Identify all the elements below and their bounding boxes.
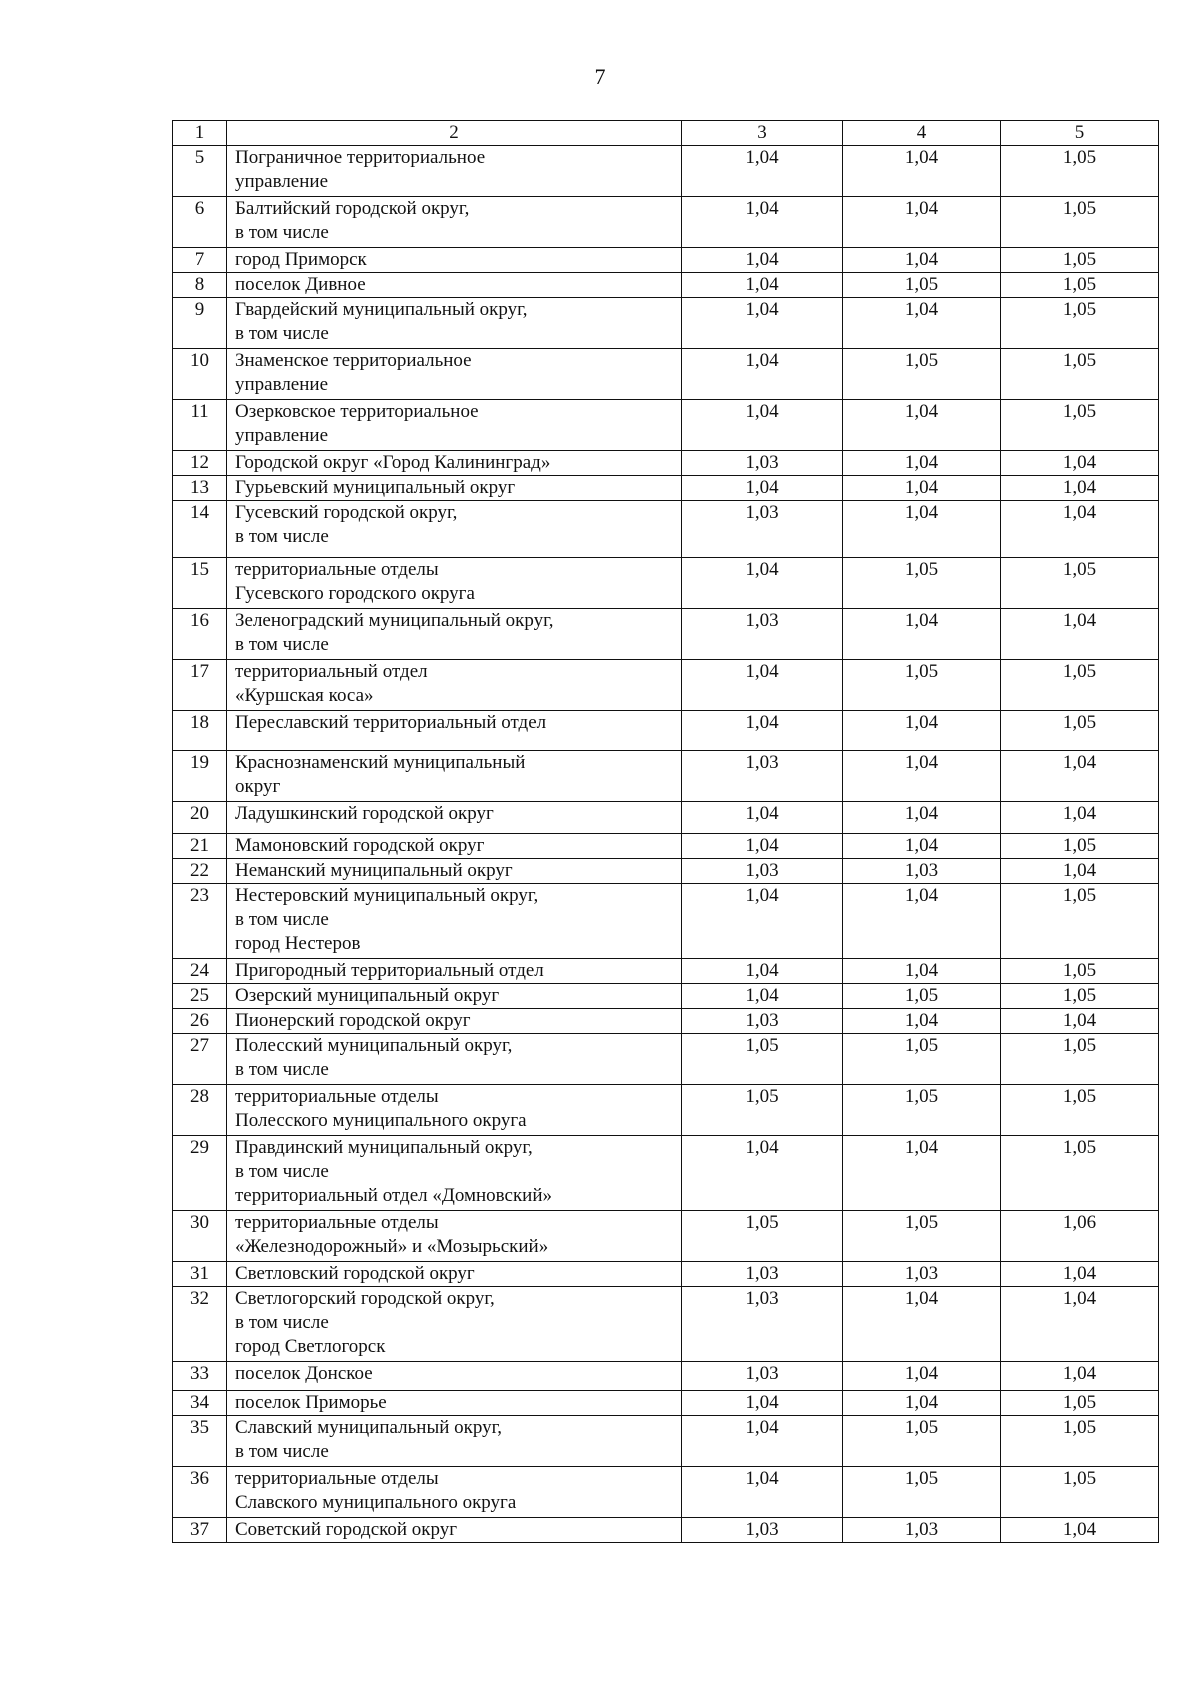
- coefficient-cell: 1,04: [843, 400, 1001, 451]
- table-row: [173, 1085, 1159, 1136]
- coefficient-cell: 1,05: [682, 1085, 843, 1136]
- coefficient-cell: 1,05: [1001, 834, 1159, 859]
- coefficient-cell: 1,04: [843, 248, 1001, 273]
- territory-name-cell: город Приморск: [227, 248, 682, 273]
- row-number-cell: 20: [173, 802, 227, 834]
- territory-name-cell: территориальный отдел «Куршская коса»: [227, 660, 682, 711]
- coefficient-cell: 1,05: [843, 1085, 1001, 1136]
- coefficient-cell: 1,05: [1001, 660, 1159, 711]
- coefficient-cell: 1,05: [843, 1034, 1001, 1085]
- coefficient-cell: 1,05: [1001, 400, 1159, 451]
- coefficient-cell: 1,04: [682, 558, 843, 609]
- territory-name-cell: Светловский городской округ: [227, 1262, 682, 1287]
- header-cell: 1: [173, 121, 227, 146]
- coefficient-cell: 1,05: [1001, 146, 1159, 197]
- row-number-cell: 37: [173, 1518, 227, 1543]
- territory-name-cell: Советский городской округ: [227, 1518, 682, 1543]
- row-number-cell: 15: [173, 558, 227, 609]
- territory-name-cell: поселок Приморье: [227, 1391, 682, 1416]
- coefficient-cell: 1,04: [1001, 802, 1159, 834]
- row-number-cell: 6: [173, 197, 227, 248]
- table-header-row: [173, 121, 1159, 146]
- table-row: [173, 298, 1159, 349]
- coefficient-cell: 1,04: [843, 501, 1001, 558]
- row-number-cell: 11: [173, 400, 227, 451]
- coefficient-cell: 1,04: [1001, 501, 1159, 558]
- row-number-cell: 36: [173, 1467, 227, 1518]
- coefficient-cell: 1,04: [682, 476, 843, 501]
- coefficient-cell: 1,04: [843, 476, 1001, 501]
- table-row: [173, 834, 1159, 859]
- row-number-cell: 22: [173, 859, 227, 884]
- table-row: [173, 1287, 1159, 1362]
- row-number-cell: 19: [173, 751, 227, 802]
- table-row: [173, 802, 1159, 834]
- coefficient-cell: 1,04: [682, 711, 843, 751]
- coefficient-cell: 1,05: [1001, 558, 1159, 609]
- coefficient-cell: 1,04: [682, 1391, 843, 1416]
- territory-name-cell: Ладушкинский городской округ: [227, 802, 682, 834]
- coefficient-cell: 1,04: [843, 884, 1001, 959]
- table-row: [173, 751, 1159, 802]
- coefficient-cell: 1,04: [843, 751, 1001, 802]
- table-row: [173, 400, 1159, 451]
- coefficient-cell: 1,04: [682, 349, 843, 400]
- table-row: [173, 660, 1159, 711]
- row-number-cell: 28: [173, 1085, 227, 1136]
- coefficient-cell: 1,04: [843, 834, 1001, 859]
- coefficient-cell: 1,05: [843, 1416, 1001, 1467]
- territory-name-cell: поселок Донское: [227, 1362, 682, 1391]
- coefficient-cell: 1,04: [843, 1136, 1001, 1211]
- coefficient-cell: 1,05: [682, 1034, 843, 1085]
- coefficients-table: [172, 120, 1159, 1543]
- row-number-cell: 16: [173, 609, 227, 660]
- coefficient-cell: 1,05: [1001, 273, 1159, 298]
- coefficient-cell: 1,03: [682, 609, 843, 660]
- coefficient-cell: 1,04: [682, 660, 843, 711]
- row-number-cell: 12: [173, 451, 227, 476]
- coefficient-cell: 1,04: [1001, 451, 1159, 476]
- coefficient-cell: 1,04: [682, 146, 843, 197]
- coefficient-cell: 1,04: [682, 248, 843, 273]
- table-row: [173, 273, 1159, 298]
- coefficient-cell: 1,04: [843, 197, 1001, 248]
- coefficient-cell: 1,04: [682, 1467, 843, 1518]
- coefficient-cell: 1,04: [682, 273, 843, 298]
- coefficient-cell: 1,06: [1001, 1211, 1159, 1262]
- territory-name-cell: Правдинский муниципальный округ, в том числе территориальный отдел «Домновский»: [227, 1136, 682, 1211]
- coefficient-cell: 1,04: [843, 1391, 1001, 1416]
- coefficient-cell: 1,03: [843, 1518, 1001, 1543]
- table-row: [173, 1211, 1159, 1262]
- territory-name-cell: Пионерский городской округ: [227, 1009, 682, 1034]
- table-row: [173, 1362, 1159, 1391]
- territory-name-cell: Мамоновский городской округ: [227, 834, 682, 859]
- territory-name-cell: Нестеровский муниципальный округ, в том числе город Нестеров: [227, 884, 682, 959]
- coefficient-cell: 1,05: [1001, 1416, 1159, 1467]
- coefficient-cell: 1,04: [682, 298, 843, 349]
- territory-name-cell: Неманский муниципальный округ: [227, 859, 682, 884]
- territory-name-cell: поселок Дивное: [227, 273, 682, 298]
- table-row: [173, 1009, 1159, 1034]
- table-row: [173, 609, 1159, 660]
- territory-name-cell: Пограничное территориальное управление: [227, 146, 682, 197]
- coefficient-cell: 1,04: [843, 609, 1001, 660]
- coefficient-cell: 1,04: [682, 884, 843, 959]
- row-number-cell: 7: [173, 248, 227, 273]
- header-cell: 2: [227, 121, 682, 146]
- territory-name-cell: Краснознаменский муниципальный округ: [227, 751, 682, 802]
- header-cell: 4: [843, 121, 1001, 146]
- table-row: [173, 451, 1159, 476]
- coefficient-cell: 1,03: [682, 859, 843, 884]
- coefficient-cell: 1,04: [843, 146, 1001, 197]
- table-row: [173, 1467, 1159, 1518]
- coefficient-cell: 1,05: [1001, 1136, 1159, 1211]
- territory-name-cell: Гурьевский муниципальный округ: [227, 476, 682, 501]
- coefficient-cell: 1,05: [1001, 349, 1159, 400]
- coefficient-cell: 1,03: [682, 1287, 843, 1362]
- table-row: [173, 1262, 1159, 1287]
- territory-name-cell: территориальные отделы Гусевского городского округа: [227, 558, 682, 609]
- table-row: [173, 711, 1159, 751]
- row-number-cell: 21: [173, 834, 227, 859]
- coefficient-cell: 1,05: [1001, 1467, 1159, 1518]
- coefficient-cell: 1,03: [682, 751, 843, 802]
- territory-name-cell: Озерский муниципальный округ: [227, 984, 682, 1009]
- row-number-cell: 18: [173, 711, 227, 751]
- row-number-cell: 31: [173, 1262, 227, 1287]
- row-number-cell: 35: [173, 1416, 227, 1467]
- coefficient-cell: 1,04: [1001, 1518, 1159, 1543]
- table-row: [173, 1416, 1159, 1467]
- coefficient-cell: 1,04: [843, 1362, 1001, 1391]
- coefficient-cell: 1,03: [682, 1262, 843, 1287]
- table-row: [173, 146, 1159, 197]
- coefficient-cell: 1,04: [682, 1416, 843, 1467]
- coefficient-cell: 1,04: [682, 834, 843, 859]
- row-number-cell: 25: [173, 984, 227, 1009]
- territory-name-cell: Зеленоградский муниципальный округ, в том числе: [227, 609, 682, 660]
- coefficient-cell: 1,05: [843, 349, 1001, 400]
- table-row: [173, 859, 1159, 884]
- row-number-cell: 34: [173, 1391, 227, 1416]
- coefficient-cell: 1,04: [843, 959, 1001, 984]
- table-row: [173, 1034, 1159, 1085]
- row-number-cell: 24: [173, 959, 227, 984]
- coefficient-cell: 1,04: [843, 802, 1001, 834]
- coefficient-cell: 1,05: [843, 984, 1001, 1009]
- coefficient-cell: 1,04: [1001, 1287, 1159, 1362]
- coefficient-cell: 1,03: [682, 1362, 843, 1391]
- row-number-cell: 17: [173, 660, 227, 711]
- row-number-cell: 27: [173, 1034, 227, 1085]
- coefficient-cell: 1,05: [843, 558, 1001, 609]
- coefficient-cell: 1,04: [843, 1287, 1001, 1362]
- table-row: [173, 1136, 1159, 1211]
- coefficient-cell: 1,04: [682, 197, 843, 248]
- coefficient-cell: 1,03: [682, 1518, 843, 1543]
- territory-name-cell: территориальные отделы Полесского муниципального округа: [227, 1085, 682, 1136]
- coefficient-cell: 1,04: [1001, 1262, 1159, 1287]
- coefficient-cell: 1,04: [682, 959, 843, 984]
- row-number-cell: 5: [173, 146, 227, 197]
- row-number-cell: 33: [173, 1362, 227, 1391]
- territory-name-cell: Пригородный территориальный отдел: [227, 959, 682, 984]
- row-number-cell: 30: [173, 1211, 227, 1262]
- territory-name-cell: Гвардейский муниципальный округ, в том числе: [227, 298, 682, 349]
- coefficient-cell: 1,03: [682, 1009, 843, 1034]
- coefficient-cell: 1,04: [682, 802, 843, 834]
- coefficient-cell: 1,04: [843, 711, 1001, 751]
- table-row: [173, 476, 1159, 501]
- territory-name-cell: территориальные отделы «Железнодорожный» и «Мозырьский»: [227, 1211, 682, 1262]
- table-row: [173, 197, 1159, 248]
- coefficient-cell: 1,05: [843, 273, 1001, 298]
- coefficient-cell: 1,05: [1001, 1391, 1159, 1416]
- table-row: [173, 884, 1159, 959]
- coefficient-cell: 1,05: [1001, 1085, 1159, 1136]
- coefficient-cell: 1,05: [1001, 298, 1159, 349]
- coefficient-cell: 1,04: [843, 298, 1001, 349]
- row-number-cell: 14: [173, 501, 227, 558]
- table-body: [173, 146, 1159, 1543]
- coefficient-cell: 1,03: [682, 501, 843, 558]
- row-number-cell: 29: [173, 1136, 227, 1211]
- coefficient-cell: 1,04: [682, 400, 843, 451]
- coefficient-cell: 1,05: [1001, 959, 1159, 984]
- coefficient-cell: 1,04: [1001, 476, 1159, 501]
- coefficient-cell: 1,04: [1001, 1362, 1159, 1391]
- territory-name-cell: Славский муниципальный округ, в том числе: [227, 1416, 682, 1467]
- coefficient-cell: 1,03: [843, 859, 1001, 884]
- table-row: [173, 1391, 1159, 1416]
- territory-name-cell: Балтийский городской округ, в том числе: [227, 197, 682, 248]
- territory-name-cell: Знаменское территориальное управление: [227, 349, 682, 400]
- coefficient-cell: 1,04: [682, 984, 843, 1009]
- coefficient-cell: 1,05: [843, 660, 1001, 711]
- territory-name-cell: Городской округ «Город Калининград»: [227, 451, 682, 476]
- table-row: [173, 984, 1159, 1009]
- coefficient-cell: 1,05: [1001, 248, 1159, 273]
- coefficient-cell: 1,05: [1001, 1034, 1159, 1085]
- coefficient-cell: 1,03: [682, 451, 843, 476]
- row-number-cell: 8: [173, 273, 227, 298]
- coefficient-cell: 1,04: [843, 1009, 1001, 1034]
- table-row: [173, 959, 1159, 984]
- territory-name-cell: Полесский муниципальный округ, в том числе: [227, 1034, 682, 1085]
- coefficient-cell: 1,05: [682, 1211, 843, 1262]
- table-row: [173, 501, 1159, 558]
- coefficient-cell: 1,04: [1001, 751, 1159, 802]
- territory-name-cell: Светлогорский городской округ, в том числе город Светлогорск: [227, 1287, 682, 1362]
- table-row: [173, 248, 1159, 273]
- row-number-cell: 26: [173, 1009, 227, 1034]
- territory-name-cell: территориальные отделы Славского муниципального округа: [227, 1467, 682, 1518]
- table-row: [173, 1518, 1159, 1543]
- coefficient-cell: 1,05: [1001, 984, 1159, 1009]
- coefficient-cell: 1,05: [1001, 197, 1159, 248]
- table-row: [173, 349, 1159, 400]
- coefficient-cell: 1,05: [843, 1467, 1001, 1518]
- coefficient-cell: 1,05: [843, 1211, 1001, 1262]
- territory-name-cell: Переславский территориальный отдел: [227, 711, 682, 751]
- row-number-cell: 23: [173, 884, 227, 959]
- coefficient-cell: 1,04: [843, 451, 1001, 476]
- coefficient-cell: 1,04: [1001, 1009, 1159, 1034]
- row-number-cell: 13: [173, 476, 227, 501]
- coefficient-cell: 1,05: [1001, 711, 1159, 751]
- header-cell: 5: [1001, 121, 1159, 146]
- table-row: [173, 558, 1159, 609]
- coefficient-cell: 1,05: [1001, 884, 1159, 959]
- territory-name-cell: Озерковское территориальное управление: [227, 400, 682, 451]
- coefficient-cell: 1,04: [1001, 859, 1159, 884]
- header-cell: 3: [682, 121, 843, 146]
- row-number-cell: 9: [173, 298, 227, 349]
- coefficient-cell: 1,04: [1001, 609, 1159, 660]
- coefficient-cell: 1,03: [843, 1262, 1001, 1287]
- row-number-cell: 10: [173, 349, 227, 400]
- row-number-cell: 32: [173, 1287, 227, 1362]
- coefficient-cell: 1,04: [682, 1136, 843, 1211]
- page-number: 7: [594, 64, 606, 89]
- territory-name-cell: Гусевский городской округ, в том числе: [227, 501, 682, 558]
